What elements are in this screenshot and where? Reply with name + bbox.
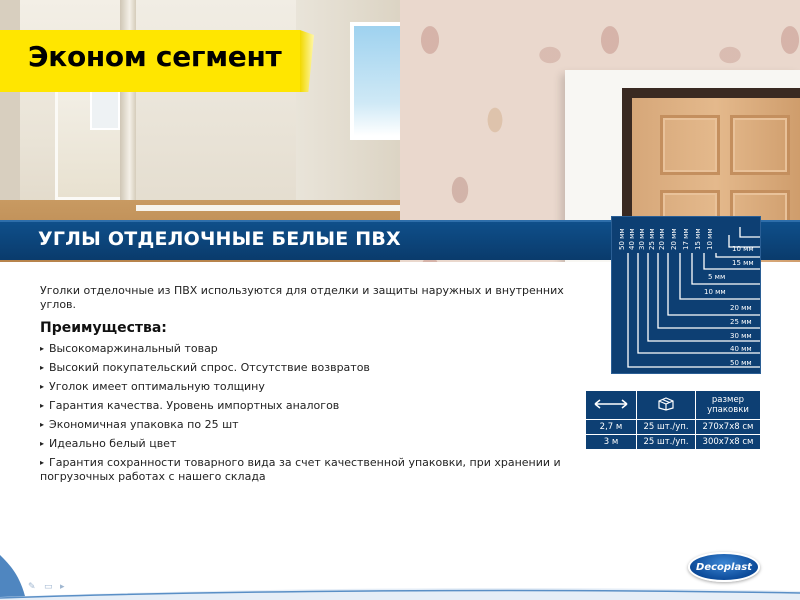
dimension-horizontal-label: 10 мм [732, 245, 754, 253]
page-title: УГЛЫ ОТДЕЛОЧНЫЕ БЕЛЫЕ ПВХ [38, 228, 401, 250]
list-item [40, 399, 580, 413]
size-header-line-2: упаковки [707, 405, 749, 415]
slide-toolbar [28, 582, 70, 592]
dimension-horizontal-label: 40 мм [730, 345, 752, 353]
table-row [586, 420, 760, 434]
profile-line [740, 227, 760, 237]
room-baseboard [136, 205, 400, 211]
bullet-icon: ▸ [40, 458, 45, 467]
list-item-text: Идеально белый цвет [49, 437, 177, 450]
list-item [40, 380, 580, 394]
dimension-horizontal-label: 20 мм [730, 304, 752, 312]
dimension-vertical-label: 30 мм [638, 228, 646, 250]
size-column-header [696, 391, 760, 419]
door-panel [660, 115, 720, 175]
dimension-vertical-label: 25 мм [648, 228, 656, 250]
product-description [40, 284, 580, 489]
list-item [40, 418, 580, 432]
dimension-horizontal-label: 5 мм [708, 273, 726, 281]
dimension-vertical-label: 20 мм [658, 228, 666, 250]
dimension-horizontal-label: 15 мм [732, 259, 754, 267]
advantages-list [40, 342, 580, 484]
box-pack-icon [657, 397, 675, 411]
bullet-icon: ▸ [40, 363, 45, 372]
list-item-text: Высокомаржинальный товар [49, 342, 218, 355]
list-item [40, 456, 580, 484]
dimension-vertical-label: 10 мм [706, 228, 714, 250]
bullet-icon: ▸ [40, 420, 45, 429]
dimension-vertical-label: 50 мм [618, 228, 626, 250]
segment-badge [0, 30, 300, 92]
row-quantity: 25 шт./уп. [637, 420, 695, 434]
list-item-text: Гарантия качества. Уровень импортных аналогов [49, 399, 340, 412]
dimensions-diagram [611, 216, 761, 374]
advantages-heading: Преимущества: [40, 320, 167, 336]
packaging-table-header [586, 391, 760, 419]
pencil-icon[interactable]: ✎ [28, 582, 36, 592]
dimension-horizontal-label: 50 мм [730, 359, 752, 367]
segment-badge-text: Эконом сегмент [28, 40, 282, 73]
packaging-table [585, 390, 761, 450]
corner-profiles-svg [612, 217, 762, 375]
row-quantity: 25 шт./уп. [637, 435, 695, 449]
more-icon[interactable]: ▸ [60, 582, 65, 592]
list-item-text: Уголок имеет оптимальную толщину [49, 380, 265, 393]
dimension-horizontal-label: 10 мм [704, 288, 726, 296]
dimension-vertical-label: 20 мм [670, 228, 678, 250]
door-panel [730, 115, 790, 175]
room-window [350, 22, 400, 140]
row-size: 270x7x8 см [696, 420, 760, 434]
list-item [40, 342, 580, 356]
decoplast-logo [688, 552, 760, 582]
bullet-icon: ▸ [40, 401, 45, 410]
length-arrow-icon [593, 399, 629, 409]
footer-swoosh [0, 555, 800, 600]
list-item-text: Высокий покупательский спрос. Отсутствие возвратов [49, 361, 370, 374]
intro-text: Уголки отделочные из ПВХ используются для отделки и защиты наружных и внутренних углов. [40, 284, 564, 311]
list-item-text: Экономичная упаковка по 25 шт [49, 418, 239, 431]
row-length: 3 м [586, 435, 636, 449]
dimension-vertical-label: 15 мм [694, 228, 702, 250]
size-header-line-1: размер [711, 395, 745, 405]
slides-icon[interactable]: ▭ [44, 582, 53, 592]
bullet-icon: ▸ [40, 439, 45, 448]
row-length: 2,7 м [586, 420, 636, 434]
bullet-icon: ▸ [40, 382, 45, 391]
dimension-horizontal-label: 25 мм [730, 318, 752, 326]
length-column-header [586, 391, 636, 419]
list-item [40, 361, 580, 375]
dimension-vertical-label: 17 мм [682, 228, 690, 250]
logo-text: Decoplast [696, 562, 752, 573]
list-item-text: Гарантия сохранности товарного вида за счет качественной упаковки, при хранении и погрузочных работах с нашего склада [40, 456, 561, 483]
profile-line [716, 253, 760, 257]
list-item [40, 437, 580, 451]
quantity-column-header [637, 391, 695, 419]
dimension-vertical-label: 40 мм [628, 228, 636, 250]
row-size: 300x7x8 см [696, 435, 760, 449]
table-row [586, 435, 760, 449]
bullet-icon: ▸ [40, 344, 45, 353]
dimension-horizontal-label: 30 мм [730, 332, 752, 340]
